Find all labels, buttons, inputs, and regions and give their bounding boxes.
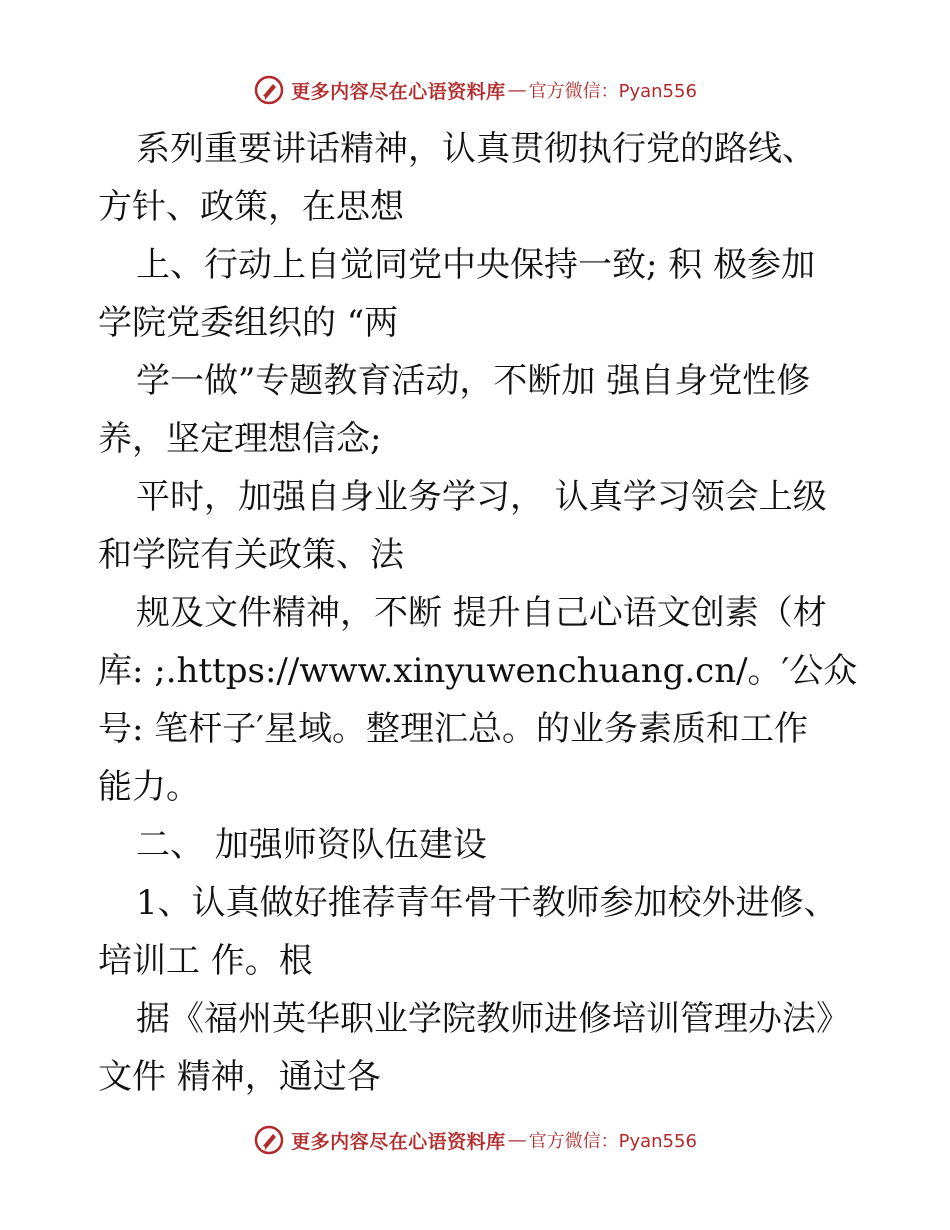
header-subtitle: 官方微信：Pyan556 — [528, 81, 697, 102]
footer-dash: — — [507, 1129, 527, 1151]
text-line: 学院党委组织的 “两 — [98, 303, 399, 343]
text-line: 平时，加强自身业务学习， 认真学习领会上级 — [136, 477, 827, 517]
header-title: 更多内容尽在心语资料库 — [291, 80, 506, 103]
text-line: 上、行动上自觉同党中央保持一致; 积 极参加 — [136, 245, 816, 285]
text-line: 库: ;.https://www.xinyuwenchuang.cn/。′公众 — [98, 651, 858, 691]
footer-title: 更多内容尽在心语资料库 — [291, 1130, 506, 1153]
text-line: 规及文件精神，不断 提升自己心语文创素（材 — [136, 593, 827, 633]
text-line: 系列重要讲话精神，认真贯彻执行党的路线、 — [136, 129, 816, 169]
footer-banner — [0, 1120, 950, 1160]
text-line: 培训工 作。根 — [98, 941, 313, 981]
pen-logo-icon — [253, 74, 285, 106]
header-banner — [0, 70, 950, 110]
document-body — [98, 120, 858, 1106]
text-line: 文件 精神，通过各 — [98, 1057, 381, 1097]
text-line: 方针、政策，在思想 — [98, 187, 404, 227]
header-dash: — — [507, 79, 527, 101]
text-line: 和学院有关政策、法 — [98, 535, 404, 575]
pen-logo-icon — [253, 1124, 285, 1156]
text-line: 学一做”专题教育活动，不断加 强自身党性修 — [136, 361, 811, 401]
text-line: 1、认真做好推荐青年骨干教师参加校外进修、 — [136, 883, 838, 923]
text-line: 能力。 — [98, 767, 200, 807]
footer-subtitle: 官方微信：Pyan556 — [528, 1131, 697, 1152]
text-line: 养，坚定理想信念; — [98, 419, 382, 459]
text-line: 二、 加强师资队伍建设 — [136, 825, 487, 865]
text-line: 据《福州英华职业学院教师进修培训管理办法》 — [136, 999, 850, 1039]
text-line: 号: 笔杆子′星域。整理汇总。的业务素质和工作 — [98, 709, 808, 749]
